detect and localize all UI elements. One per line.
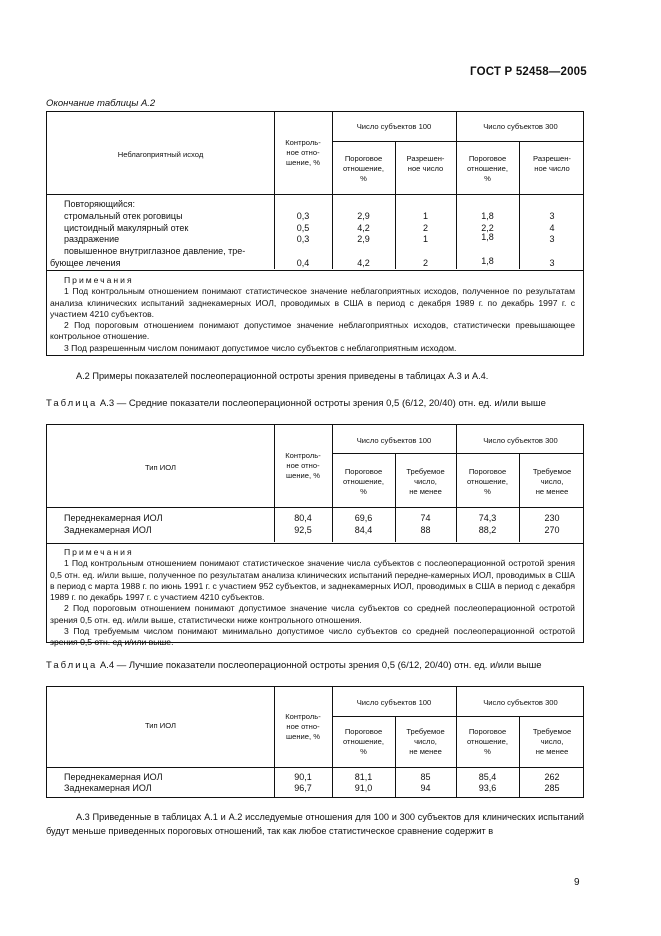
cell-control: 96,7 (294, 783, 312, 793)
cell-threshold-100: 69,6 (354, 513, 373, 523)
table-row-label: Заднекамерная ИОЛ (64, 783, 152, 793)
table-a2-caption: Окончание таблицы А.2 (46, 98, 156, 109)
cell-threshold-100: 84,4 (354, 525, 373, 535)
table-a3-caption: Таблица А.3 — Средние показатели послеоперационной остроты зрения 0,5 (6/12, 20/40) отн. ед. и/или выше (46, 398, 546, 409)
cell-control: 92,5 (294, 525, 312, 535)
cell-allowed-300: 4 (549, 223, 555, 233)
cell-threshold-300: 1,8 (481, 256, 494, 266)
col-header-event: Неблагоприятный исход (117, 150, 204, 159)
table-row-label: повышенное внутриглазное давление, тре- (64, 246, 246, 256)
cell-threshold-300: 85,4 (478, 772, 497, 782)
cell-control: 0,4 (296, 258, 310, 268)
cell-threshold-100: 4,2 (357, 258, 370, 268)
sub-header-threshold: Пороговое отношение, % (342, 467, 385, 496)
notes-title: Примечания (64, 547, 134, 557)
table-row-label: Повторяющийся: (64, 199, 135, 209)
cell-control: 90,1 (294, 772, 312, 782)
cell-threshold-100: 4,2 (357, 223, 370, 233)
note-item: 1 Под контрольным отношением понимают статистическое значение числа субъектов с послеоперационной остротой зрения 0,5 отн. ед. и/или выше, полученное по результатам анализа клинических испытаний передне-камерных ИОЛ, проводимых в США в период с марта 1988 г. по июнь 1991 г. с участием 952 субъектов, и заднекамерных ИОЛ, проводимых в США в период с декабря 1989 г. по декабрь 1997 г. с участием 4210 субъектов. (50, 558, 575, 603)
cell-threshold-300: 93,6 (478, 783, 497, 793)
cell-required-100: 94 (420, 783, 431, 793)
sub-header-threshold: Пороговое отношение, % (342, 154, 385, 183)
sub-header-threshold: Пороговое отношение, % (342, 727, 385, 756)
cell-control: 0,3 (296, 234, 310, 244)
table-a2 (46, 111, 584, 356)
note-item: 3 Под разрешенным числом понимают допустимое число субъектов с неблагоприятным исходом. (64, 342, 457, 353)
standard-number: ГОСТ Р 52458—2005 (470, 66, 587, 78)
cell-threshold-100: 91,0 (354, 783, 373, 793)
group-header-300: Число субъектов 300 (483, 436, 558, 445)
sub-header-allowed: Разрешен- ное число (533, 154, 571, 173)
cell-allowed-100: 1 (422, 234, 428, 244)
cell-allowed-100: 2 (422, 258, 428, 268)
sub-header-threshold: Пороговое отношение, % (466, 727, 509, 756)
table-row-label: стромальный отек роговицы (64, 211, 183, 221)
sub-header-threshold: Пороговое отношение, % (466, 154, 509, 183)
cell-required-100: 85 (420, 772, 431, 782)
cell-allowed-100: 1 (422, 211, 428, 221)
col-header-control: Контроль- ное отно- шение, % (285, 138, 321, 167)
table-row-label: бующее лечения (50, 258, 121, 268)
group-header-100: Число субъектов 100 (356, 698, 432, 707)
paragraph-a3: А.3 Приведенные в таблицах А.1 и А.2 исследуемые отношения для 100 и 300 субъектов для клинических испытаний будут меньше приведенных пороговых отношений, так как любое статистическое сравнение содержит в (46, 812, 584, 836)
sub-header-allowed: Разрешен- ное число (406, 154, 445, 173)
group-header-300: Число субъектов 300 (483, 122, 558, 131)
cell-threshold-100: 2,9 (357, 234, 370, 244)
cell-threshold-300: 1,8 (481, 232, 494, 242)
cell-required-100: 88 (420, 525, 431, 535)
table-row-label: раздражение (64, 234, 120, 244)
paragraph-a2: А.2 Примеры показателей послеоперационной остроты зрения приведены в таблицах А.3 и А.4. (76, 371, 489, 381)
cell-allowed-300: 3 (549, 234, 555, 244)
cell-required-300: 270 (544, 525, 560, 535)
table-row-label: Заднекамерная ИОЛ (64, 525, 152, 535)
cell-required-100: 74 (420, 513, 431, 523)
cell-control: 0,3 (296, 211, 310, 221)
sub-header-required: Требуемое число, не менее (406, 727, 445, 756)
sub-header-required: Требуемое число, не менее (406, 467, 445, 496)
col-header-control: Контроль- ное отно- шение, % (285, 451, 321, 480)
cell-threshold-100: 81,1 (354, 772, 373, 782)
note-item: 1 Под контрольным отношением понимают статистическое значение неблагоприятных исходов, полученное по результатам анализа клинических испытаний заднекамерных ИОЛ, проводимых в США в период с декабря 1989 г. по декабрь 1997 г. с участием 4210 субъектов. (50, 286, 575, 319)
cell-threshold-100: 2,9 (357, 211, 370, 221)
table-row-label: цистоидный макулярный отек (64, 223, 189, 233)
group-header-100: Число субъектов 100 (356, 122, 432, 131)
cell-required-300: 262 (544, 772, 560, 782)
col-header-type: Тип ИОЛ (144, 463, 177, 472)
cell-allowed-100: 2 (422, 223, 428, 233)
col-header-type: Тип ИОЛ (144, 721, 177, 730)
table-a2-notes (50, 275, 575, 354)
sub-header-threshold: Пороговое отношение, % (466, 467, 509, 496)
cell-required-300: 230 (544, 513, 560, 523)
cell-threshold-300: 2,2 (481, 223, 494, 233)
sub-header-required: Требуемое число, не менее (532, 467, 572, 496)
table-a3 (46, 424, 584, 648)
cell-threshold-300: 1,8 (481, 211, 494, 221)
notes-title: Примечания (64, 275, 134, 285)
cell-threshold-300: 88,2 (478, 525, 497, 535)
note-item: 2 Под пороговым отношением понимают допустимое значение неблагоприятных исходов, статистически превышающее контрольное отношение. (50, 320, 575, 342)
group-header-300: Число субъектов 300 (483, 698, 558, 707)
table-a3-notes (50, 547, 575, 649)
note-item: 3 Под требуемым числом понимают минимально допустимое число субъектов со средней послеоперационной остротой зрения 0,5 отн. ед и/или выше. (50, 626, 575, 648)
table-a4 (46, 686, 584, 798)
cell-threshold-300: 74,3 (478, 513, 497, 523)
group-header-100: Число субъектов 100 (356, 436, 432, 445)
note-item: 2 Под пороговым отношением понимают допустимое значение числа субъектов со средней послеоперационной остротой зрения 0,5 отн. ед. и/или выше, статистически ниже контрольного отношения. (50, 603, 575, 625)
page-number: 9 (574, 877, 580, 888)
cell-allowed-300: 3 (549, 258, 555, 268)
table-row-label: Переднекамерная ИОЛ (64, 772, 163, 782)
col-header-control: Контроль- ное отно- шение, % (285, 712, 321, 741)
sub-header-required: Требуемое число, не менее (532, 727, 572, 756)
cell-control: 0,5 (296, 223, 310, 233)
table-row-label: Переднекамерная ИОЛ (64, 513, 163, 523)
table-a4-caption: Таблица А.4 — Лучшие показатели послеоперационной остроты зрения 0,5 (6/12, 20/40) отн. ед. и/или выше (46, 660, 542, 671)
cell-allowed-300: 3 (549, 211, 555, 221)
cell-required-300: 285 (544, 783, 560, 793)
cell-control: 80,4 (294, 513, 312, 523)
